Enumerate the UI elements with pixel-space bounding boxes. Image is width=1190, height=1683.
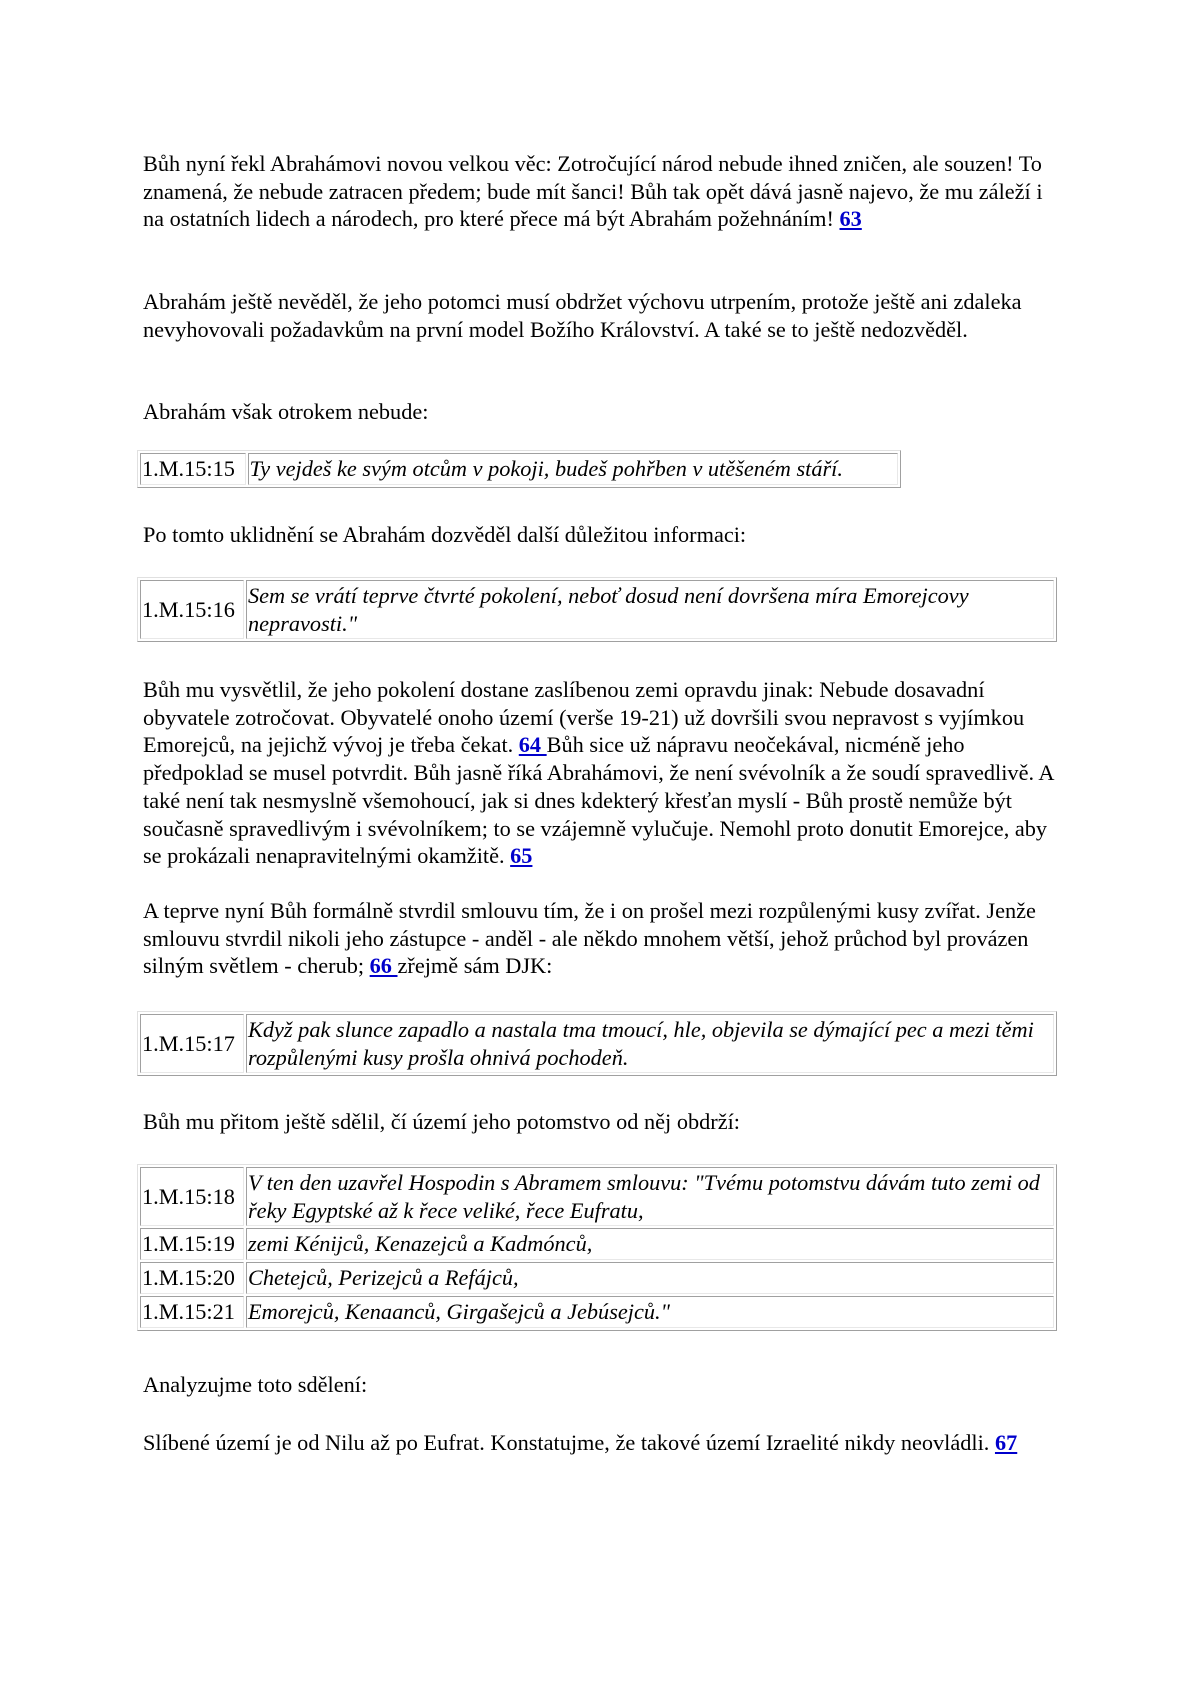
verse-text: Ty vejdeš ke svým otcům v pokoji, budeš pohřben v utěšeném stáří. bbox=[248, 453, 898, 485]
footnote-link-63[interactable]: 63 bbox=[839, 206, 862, 232]
paragraph-8: Analyzujme toto sdělení: bbox=[143, 1372, 368, 1397]
paragraph-5 bbox=[143, 676, 1063, 870]
paragraph-text: Bůh nyní řekl Abrahámovi novou velkou věc: Zotročující národ nebude ihned zničen, ale souzen! To znamená, že nebude zatracen předem; bude mít šanci! Bůh tak opět dává jasně najevo, že mu záleží i na ostatních lidech a národech, pro které přece má být Abrahám požehnáním! bbox=[143, 151, 1043, 232]
verse-ref: 1.M.15:15 bbox=[140, 453, 246, 485]
paragraph-7: Bůh mu přitom ještě sdělil, čí území jeho potomstvo od něj obdrží: bbox=[143, 1109, 740, 1134]
verse-row bbox=[140, 1296, 1054, 1328]
paragraph-9 bbox=[143, 1429, 1063, 1457]
paragraph-text: Slíbené území je od Nilu až po Eufrat. Konstatujme, že takové území Izraelité nikdy neovládli. bbox=[143, 1430, 995, 1455]
footnote-link-64[interactable]: 64 bbox=[518, 732, 547, 758]
paragraph-1 bbox=[143, 150, 1063, 233]
paragraph-text: A teprve nyní Bůh formálně stvrdil smlouvu tím, že i on prošel mezi rozpůlenými kusy zvířat. Jenže smlouvu stvrdil nikoli jeho zástupce - anděl - ale někdo mnohem větší, jehož průchod byl provázen silným světlem - cherub; bbox=[143, 898, 1036, 979]
verse-row bbox=[140, 1014, 1054, 1073]
verse-text: Když pak slunce zapadlo a nastala tma tmoucí, hle, objevila se dýmající pec a mezi těmi rozpůlenými kusy prošla ohnivá pochodeň. bbox=[246, 1014, 1054, 1073]
verse-table-1 bbox=[137, 450, 901, 488]
verse-row bbox=[140, 1262, 1054, 1294]
paragraph-text: Bůh sice už nápravu neočekával, nicméně jeho předpoklad se musel potvrdit. Bůh jasně říká Abrahámovi, že není svévolník a že soudí spravedlivě. A také není tak nesmyslně všemohoucí, jak si dnes kdekterý křesťan myslí - Bůh prostě nemůže být současně spravedlivým i svévolníkem; to se vzájemně vylučuje. Nemohl proto donutit Emorejce, aby se prokázali nenapravitelnými okamžitě. bbox=[143, 732, 1054, 869]
paragraph-3: Abrahám však otrokem nebude: bbox=[143, 399, 429, 424]
verse-ref: 1.M.15:19 bbox=[140, 1228, 244, 1260]
verse-text: zemi Kénijců, Kenazejců a Kadmónců, bbox=[246, 1228, 1054, 1260]
paragraph-text: Bůh mu vysvětlil, že jeho pokolení dostane zaslíbenou zemi opravdu jinak: Nebude dosavadní obyvatele zotročovat. Obyvatelé onoho území (verše 19-21) už dovršili svou nepravost s vyjímkou Emorejců, na jejichž vývoj je třeba čekat. bbox=[143, 677, 1025, 758]
verse-table-2 bbox=[137, 577, 1057, 642]
footnote-link-66[interactable]: 66 bbox=[369, 953, 398, 979]
verse-ref: 1.M.15:16 bbox=[140, 580, 244, 639]
verse-text: Chetejců, Perizejců a Refájců, bbox=[246, 1262, 1054, 1294]
verse-row bbox=[140, 580, 1054, 639]
verse-table-4 bbox=[137, 1164, 1057, 1331]
verse-text: V ten den uzavřel Hospodin s Abramem smlouvu: "Tvému potomstvu dávám tuto zemi od řeky Egyptské až k řece veliké, řece Eufratu, bbox=[246, 1167, 1054, 1226]
verse-ref: 1.M.15:17 bbox=[140, 1014, 244, 1073]
verse-ref: 1.M.15:20 bbox=[140, 1262, 244, 1294]
verse-row bbox=[140, 1228, 1054, 1260]
paragraph-2: Abrahám ještě nevěděl, že jeho potomci musí obdržet výchovu utrpením, protože ještě ani zdaleka nevyhovovali požadavkům na první model Božího Království. A také se to ještě nedozvěděl. bbox=[143, 289, 1022, 342]
verse-ref: 1.M.15:18 bbox=[140, 1167, 244, 1226]
verse-row bbox=[140, 453, 898, 485]
verse-text: Emorejců, Kenaanců, Girgašejců a Jebúsejců." bbox=[246, 1296, 1054, 1328]
footnote-link-65[interactable]: 65 bbox=[510, 843, 533, 869]
footnote-link-67[interactable]: 67 bbox=[994, 1430, 1018, 1455]
verse-text: Sem se vrátí teprve čtvrté pokolení, neboť dosud není dovršena míra Emorejcovy nepravosti." bbox=[246, 580, 1054, 639]
verse-row bbox=[140, 1167, 1054, 1226]
verse-table-3 bbox=[137, 1011, 1057, 1076]
paragraph-text: zřejmě sám DJK: bbox=[397, 953, 553, 979]
verse-ref: 1.M.15:21 bbox=[140, 1296, 244, 1328]
paragraph-6 bbox=[143, 897, 1063, 980]
paragraph-4: Po tomto uklidnění se Abrahám dozvěděl další důležitou informaci: bbox=[143, 522, 747, 547]
